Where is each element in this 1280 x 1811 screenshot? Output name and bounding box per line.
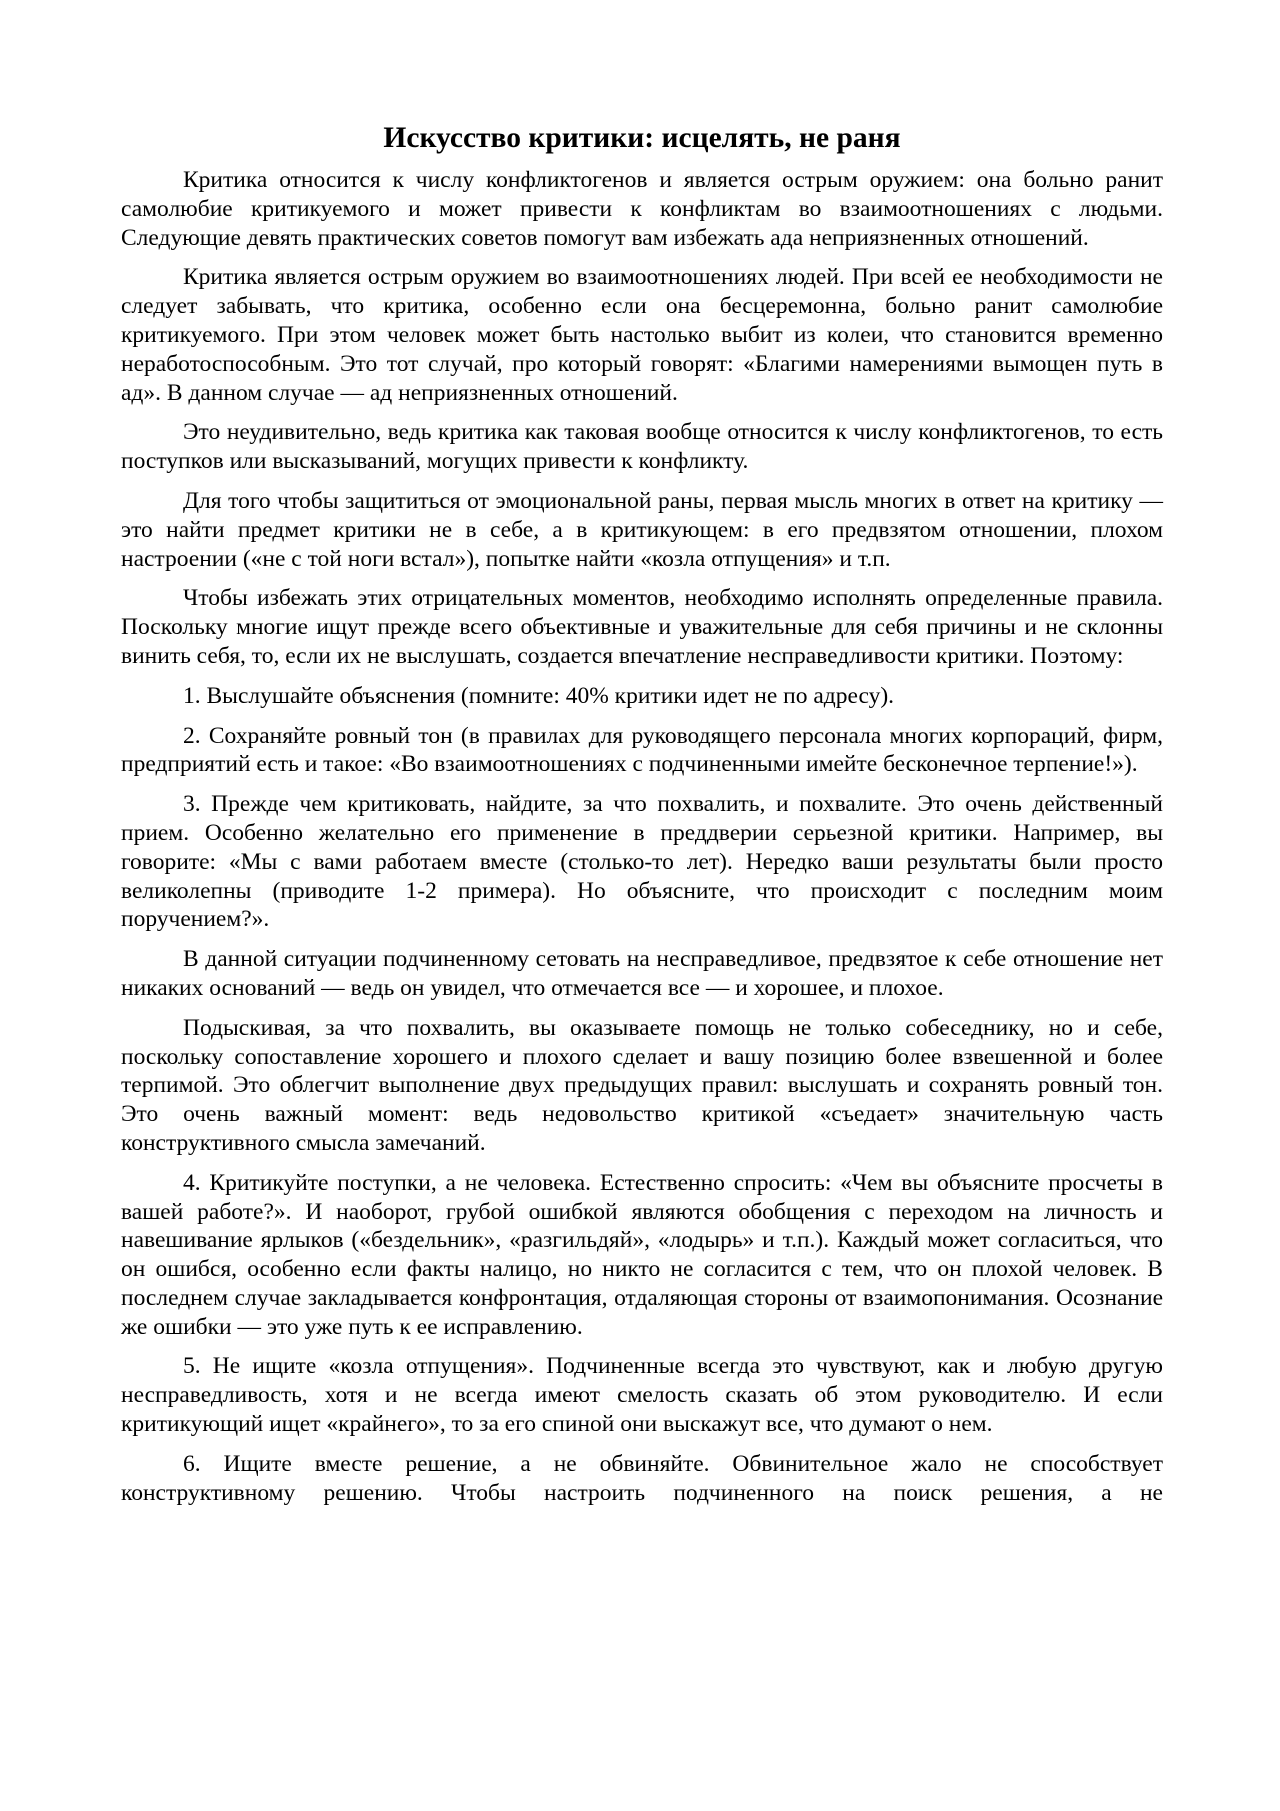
- paragraph-emotional-wound: Для того чтобы защититься от эмоциональной раны, первая мысль многих в ответ на критику — это найти предмет критики не в себе, а в критикующем: в его предвзятом отношении, плохом настроении («не с той ноги встал»), попытке найти «козла отпущения» и т.п.: [121, 487, 1163, 572]
- paragraph-rules-intro: Чтобы избежать этих отрицательных моментов, необходимо исполнять определенные правила. Поскольку многие ищут прежде всего объективные и уважительные для себя причины и не склонны винить себя, то, если их не выслушать, создается впечатление несправедливости критики. Поэтому:: [121, 585, 1163, 669]
- rule-5-no-scapegoat: 5. Не ищите «козла отпущения». Подчиненные всегда это чувствуют, как и любую другую несправедливость, хотя и не всегда имеют смелость сказать об этом руководителю. И если критикующий ищет «крайнего», то за его спиной они выскажут все, что думают о нем.: [121, 1353, 1163, 1438]
- rule-2-even-tone: 2. Сохраняйте ровный тон (в правилах для руководящего персонала многих корпораций, фирм, предприятий есть и такое: «Во взаимоотношениях с подчиненными имейте бесконечное терпение!»).: [121, 722, 1163, 778]
- paragraph-praise-helps: Подыскивая, за что похвалить, вы оказываете помощь не только собеседнику, но и себе, поскольку сопоставление хорошего и плохого сделает и вашу позицию более взвешенной и более терпимой. Это облегчит выполнение двух предыдущих правил: выслушать и сохранять ровный тон. Это очень важный момент: ведь недовольство критикой «съедает» значительную часть конструктивного смысла замечаний.: [121, 1014, 1163, 1156]
- rule-4-criticize-actions: 4. Критикуйте поступки, а не человека. Естественно спросить: «Чем вы объясните просчеты в вашей работе?». И наоборот, грубой ошибкой являются обобщения с переходом на личность и навешивание ярлыков («бездельник», «разгильдяй», «лодырь» и т.п.). Каждый может согласиться, что он ошибся, особенно если факты налицо, но никто не согласится с тем, что он плохой человек. В последнем случае закладывается конфронтация, отдаляющая стороны от взаимопонимания. Осознание же ошибки — это уже путь к ее исправлению.: [121, 1169, 1163, 1340]
- rule-3-praise-first: 3. Прежде чем критиковать, найдите, за что похвалить, и похвалите. Это очень действенный прием. Особенно желательно его применение в преддверии серьезной критики. Например, вы говорите: «Мы с вами работаем вместе (столько-то лет). Нередко ваши результаты были просто великолепны (приводите 1-2 примера). Но объясните, что происходит с последним моим поручением?».: [121, 791, 1163, 933]
- paragraph-conflictogens: Это неудивительно, ведь критика как таковая вообще относится к числу конфликтогенов, то есть поступков или высказываний, могущих привести к конфликту.: [121, 419, 1163, 475]
- paragraph-no-grounds: В данной ситуации подчиненному сетовать на несправедливое, предвзятое к себе отношение нет никаких оснований — ведь он увидел, что отмечается все — и хорошее, и плохое.: [121, 946, 1163, 1001]
- rule-6-seek-solution: 6. Ищите вместе решение, а не обвиняйте. Обвинительное жало не способствует конструктивному решению. Чтобы настроить подчиненного на поиск решения, а не: [121, 1450, 1163, 1506]
- rule-1-listen: 1. Выслушайте объяснения (помните: 40% критики идет не по адресу).: [183, 682, 895, 709]
- document-page: [121, 120, 1163, 1518]
- paragraph-sharp-weapon: Критика является острым оружием во взаимоотношениях людей. При всей ее необходимости не следует забывать, что критика, особенно если она бесцеремонна, больно ранит самолюбие критикуемого. При этом человек может быть настолько выбит из колеи, что становится временно неработоспособным. Это тот случай, про который говорят: «Благими намерениями вымощен путь в ад». В данном случае — ад неприязненных отношений.: [121, 264, 1163, 406]
- paragraph-intro: Критика относится к числу конфликтогенов и является острым оружием: она больно ранит самолюбие критикуемого и может привести к конфликтам во взаимоотношениях с людьми. Следующие девять практических советов помогут вам избежать ада неприязненных отношений.: [121, 167, 1163, 251]
- document-title: Искусство критики: исцелять, не раня: [383, 122, 901, 154]
